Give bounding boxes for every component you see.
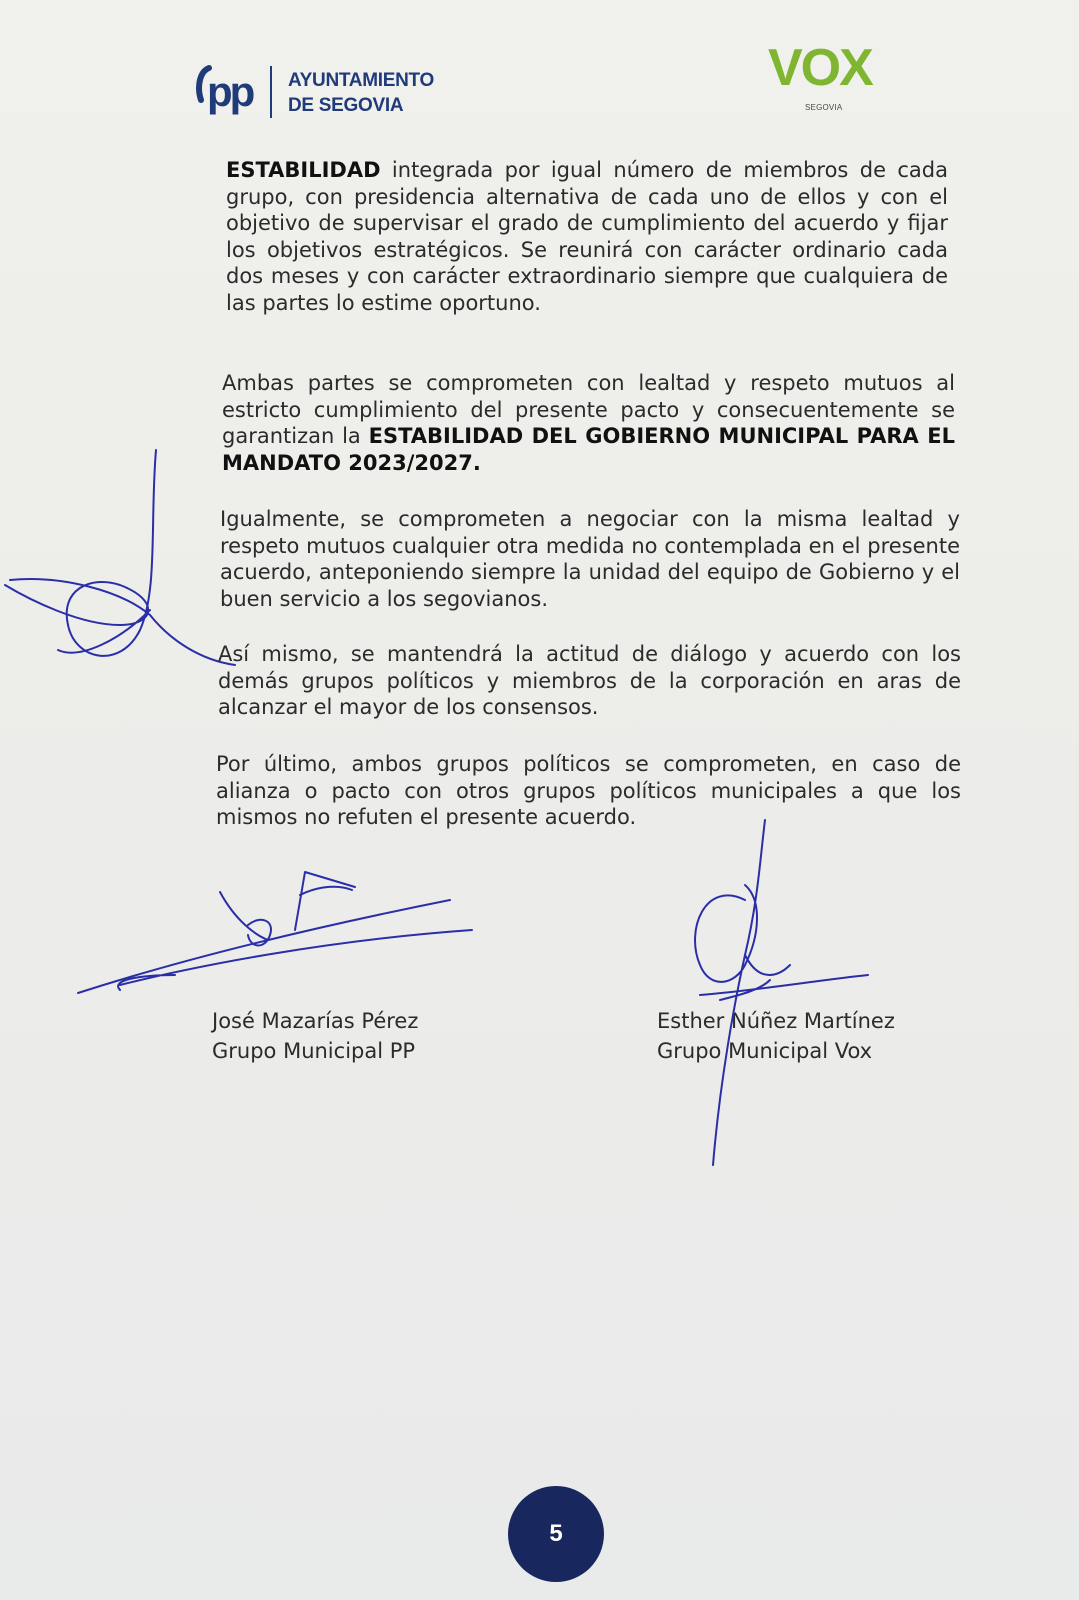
logo-divider	[270, 66, 272, 118]
vox-logo-subtitle: SEGOVIA	[805, 103, 843, 112]
signatory-name: Esther Núñez Martínez	[657, 1009, 895, 1033]
paragraph-2-bold: ESTABILIDAD DEL GOBIERNO MUNICIPAL PARA EL MANDATO 2023/2027.	[222, 424, 955, 475]
page-number-badge: 5	[508, 1486, 604, 1582]
signatory-pp	[212, 1006, 418, 1066]
institution-line-2: DE SEGOVIA	[288, 95, 404, 116]
paragraph-1-bold: ESTABILIDAD	[226, 158, 381, 182]
signatory-group: Grupo Municipal PP	[212, 1039, 416, 1063]
paragraph-comision	[226, 157, 948, 316]
signatory-vox	[657, 1006, 895, 1066]
paragraph-2-text: Ambas partes se comprometen con lealtad y respeto mutuos al estricto cumplimiento del presente pacto y consecuentemente se garantizan la	[222, 371, 955, 448]
svg-text:pp: pp	[207, 68, 253, 115]
vox-signature-icon	[695, 820, 868, 1165]
paragraph-commitment	[222, 370, 955, 476]
signatory-group: Grupo Municipal Vox	[657, 1039, 873, 1063]
margin-signature-icon	[5, 450, 235, 665]
institution-line-1: AYUNTAMIENTO	[288, 70, 434, 91]
paragraph-1-text: integrada por igual número de miembros de cada grupo, con presidencia alternativa de cada uno de ellos y con el objetivo de supervisar el grado de cumplimiento del acuerdo y fijar los objetivos estratégicos. Se reunirá con carácter ordinario cada dos meses y con carácter extraordinario siempre que cualquiera de las partes lo estime oportuno.	[226, 158, 948, 315]
signatory-name: José Mazarías Pérez	[212, 1009, 419, 1033]
pp-logo-icon	[195, 62, 265, 118]
institution-name	[288, 68, 434, 118]
paragraph-negotiation: Igualmente, se comprometen a negociar con la misma lealtad y respeto mutuos cualquier otra medida no contemplada en el presente acuerdo, anteponiendo siempre la unidad del equipo de Gobierno y el buen servicio a los segovianos.	[220, 507, 960, 611]
pp-signature-icon	[78, 872, 472, 993]
paragraph-dialogue: Así mismo, se mantendrá la actitud de diálogo y acuerdo con los demás grupos políticos y miembros de la corporación en aras de alcanzar el mayor de los consensos.	[218, 642, 961, 719]
paragraph-alliance: Por último, ambos grupos políticos se comprometen, en caso de alianza o pacto con otros grupos políticos municipales a que los mismos no refuten el presente acuerdo.	[216, 752, 961, 829]
vox-logo: VOX	[768, 39, 872, 97]
